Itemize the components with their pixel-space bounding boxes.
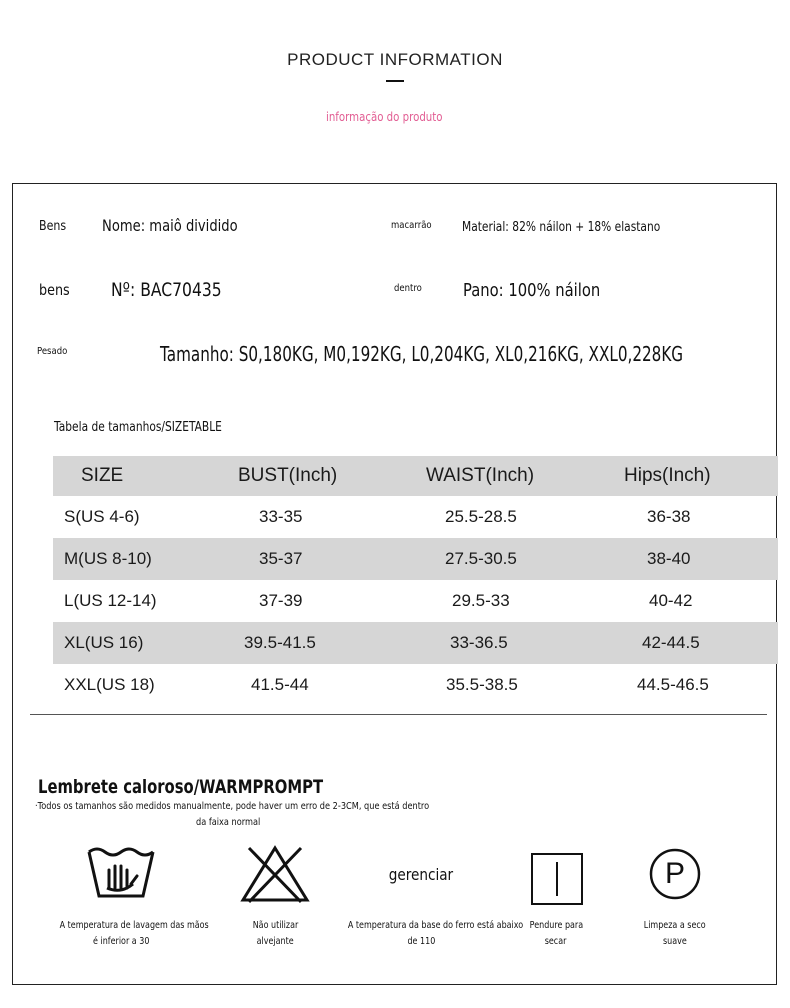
size-table [53, 456, 778, 706]
care-dry-clean-line2 [625, 934, 725, 950]
care-iron-line1 [326, 918, 524, 934]
info-label-weight [37, 346, 73, 357]
care-iron-line2 [326, 934, 516, 950]
table-row [53, 496, 778, 538]
care-iron-line1-text: A temperatura da base do ferro está abaixo [347, 920, 524, 931]
info-label-goods-2-text: bens [39, 281, 70, 299]
info-product-number-text: Nº: BAC70435 [111, 279, 222, 301]
care-iron [326, 844, 524, 950]
table-cell: 33-35 [259, 507, 303, 526]
table-cell: 35-37 [259, 549, 303, 568]
care-no-bleach-line1-text: Não utilizar [252, 920, 298, 931]
warm-prompt-title [38, 776, 403, 799]
table-cell: 25.5-28.5 [445, 507, 517, 526]
info-fabric [463, 280, 630, 301]
info-size-weights-text: Tamanho: S0,180KG, M0,192KG, L0,204KG, XL0,216KG, XXL0,228KG [160, 342, 684, 366]
care-dry-clean-line2-text: suave [663, 936, 687, 947]
line-dry-icon [520, 844, 592, 906]
dry-clean-icon [639, 844, 711, 906]
table-bottom-divider [30, 714, 767, 715]
warm-prompt-note-line2 [196, 817, 274, 828]
info-label-goods-text: Bens [39, 219, 67, 234]
table-header-cell: BUST(Inch) [238, 465, 338, 486]
table-cell: M(US 8-10) [64, 549, 152, 568]
warm-prompt-note-line2-text: da faixa normal [196, 817, 261, 828]
care-no-bleach [235, 844, 315, 950]
title-divider [386, 80, 404, 82]
size-table-title-text: Tabela de tamanhos/SIZETABLE [54, 420, 222, 435]
product-sheet [12, 183, 777, 985]
table-cell: 33-36.5 [450, 633, 508, 652]
care-no-bleach-line2-text: alvejante [256, 936, 294, 947]
table-header-cell: Hips(Inch) [624, 465, 711, 486]
info-product-name [102, 216, 267, 236]
table-cell: 29.5-33 [452, 591, 510, 610]
info-label-shell [391, 220, 439, 231]
table-cell: 39.5-41.5 [244, 633, 316, 652]
info-label-weight-text: Pesado [37, 346, 68, 357]
table-cell: 38-40 [647, 549, 691, 568]
warm-prompt-title-text: Lembrete caloroso/WARMPROMPT [38, 776, 324, 798]
care-hand-wash-line1-text: A temperatura de lavagem das mãos [59, 920, 209, 931]
care-dry-clean [625, 844, 725, 950]
care-line-dry [516, 844, 596, 950]
table-cell: L(US 12-14) [64, 591, 157, 610]
table-header-cell: SIZE [81, 465, 124, 486]
info-label-goods [39, 218, 71, 234]
care-iron-line2-text: de 110 [407, 936, 435, 947]
iron-icon [326, 844, 516, 906]
warm-prompt-note-line1-text: ·Todos os tamanhos são medidos manualmente, pode haver um erro de 2-3CM, que está dentro [35, 801, 430, 812]
info-product-number [111, 279, 246, 302]
care-hand-wash-line2 [41, 934, 201, 950]
iron-icon-text: gerenciar [388, 865, 454, 884]
care-line-dry-line2-text: secar [545, 936, 567, 947]
care-line-dry-line1 [516, 918, 596, 934]
info-label-inside-text: dentro [394, 283, 422, 294]
table-header-row [53, 456, 778, 496]
table-row [53, 580, 778, 622]
info-material-text: Material: 82% náilon + 18% elastano [462, 220, 661, 235]
page-subtitle-text: informação do produto [326, 110, 443, 124]
care-no-bleach-line1 [235, 918, 315, 934]
table-cell: 36-38 [647, 507, 691, 526]
info-size-weights [160, 342, 790, 367]
info-label-inside [394, 283, 427, 294]
table-header-cell: WAIST(Inch) [426, 465, 535, 486]
table-cell: 37-39 [259, 591, 303, 610]
size-table-title [54, 419, 259, 435]
care-dry-clean-line1 [625, 918, 725, 934]
info-label-goods-2 [39, 281, 75, 299]
table-cell: S(US 4-6) [64, 507, 140, 526]
no-bleach-icon [239, 844, 311, 906]
table-cell: XXL(US 18) [64, 675, 155, 694]
warm-prompt-note-line1 [35, 801, 516, 812]
page-subtitle [0, 110, 790, 124]
page-title: PRODUCT INFORMATION [287, 50, 503, 69]
table-cell: XL(US 16) [64, 633, 144, 652]
table-cell: 44.5-46.5 [637, 675, 709, 694]
table-cell: 35.5-38.5 [446, 675, 518, 694]
care-line-dry-line2 [516, 934, 596, 950]
care-dry-clean-line1-text: Limpeza a seco [644, 920, 706, 931]
table-cell: 40-42 [649, 591, 693, 610]
info-label-shell-text: macarrão [391, 220, 432, 231]
table-cell: 42-44.5 [642, 633, 700, 652]
care-hand-wash [41, 844, 209, 950]
care-line-dry-line1-text: Pendure para [529, 920, 583, 931]
care-hand-wash-line1 [41, 918, 209, 934]
dry-clean-letter: P [664, 857, 685, 890]
table-row [53, 622, 778, 664]
table-row [53, 538, 778, 580]
care-hand-wash-line2-text: é inferior a 30 [92, 936, 150, 947]
hand-wash-icon [85, 844, 157, 906]
table-cell: 41.5-44 [251, 675, 309, 694]
care-no-bleach-line2 [235, 934, 315, 950]
info-product-name-text: Nome: maiô dividido [102, 216, 238, 235]
info-material [462, 219, 704, 235]
info-fabric-text: Pano: 100% náilon [463, 280, 601, 301]
table-cell: 27.5-30.5 [445, 549, 517, 568]
table-row [53, 664, 778, 706]
